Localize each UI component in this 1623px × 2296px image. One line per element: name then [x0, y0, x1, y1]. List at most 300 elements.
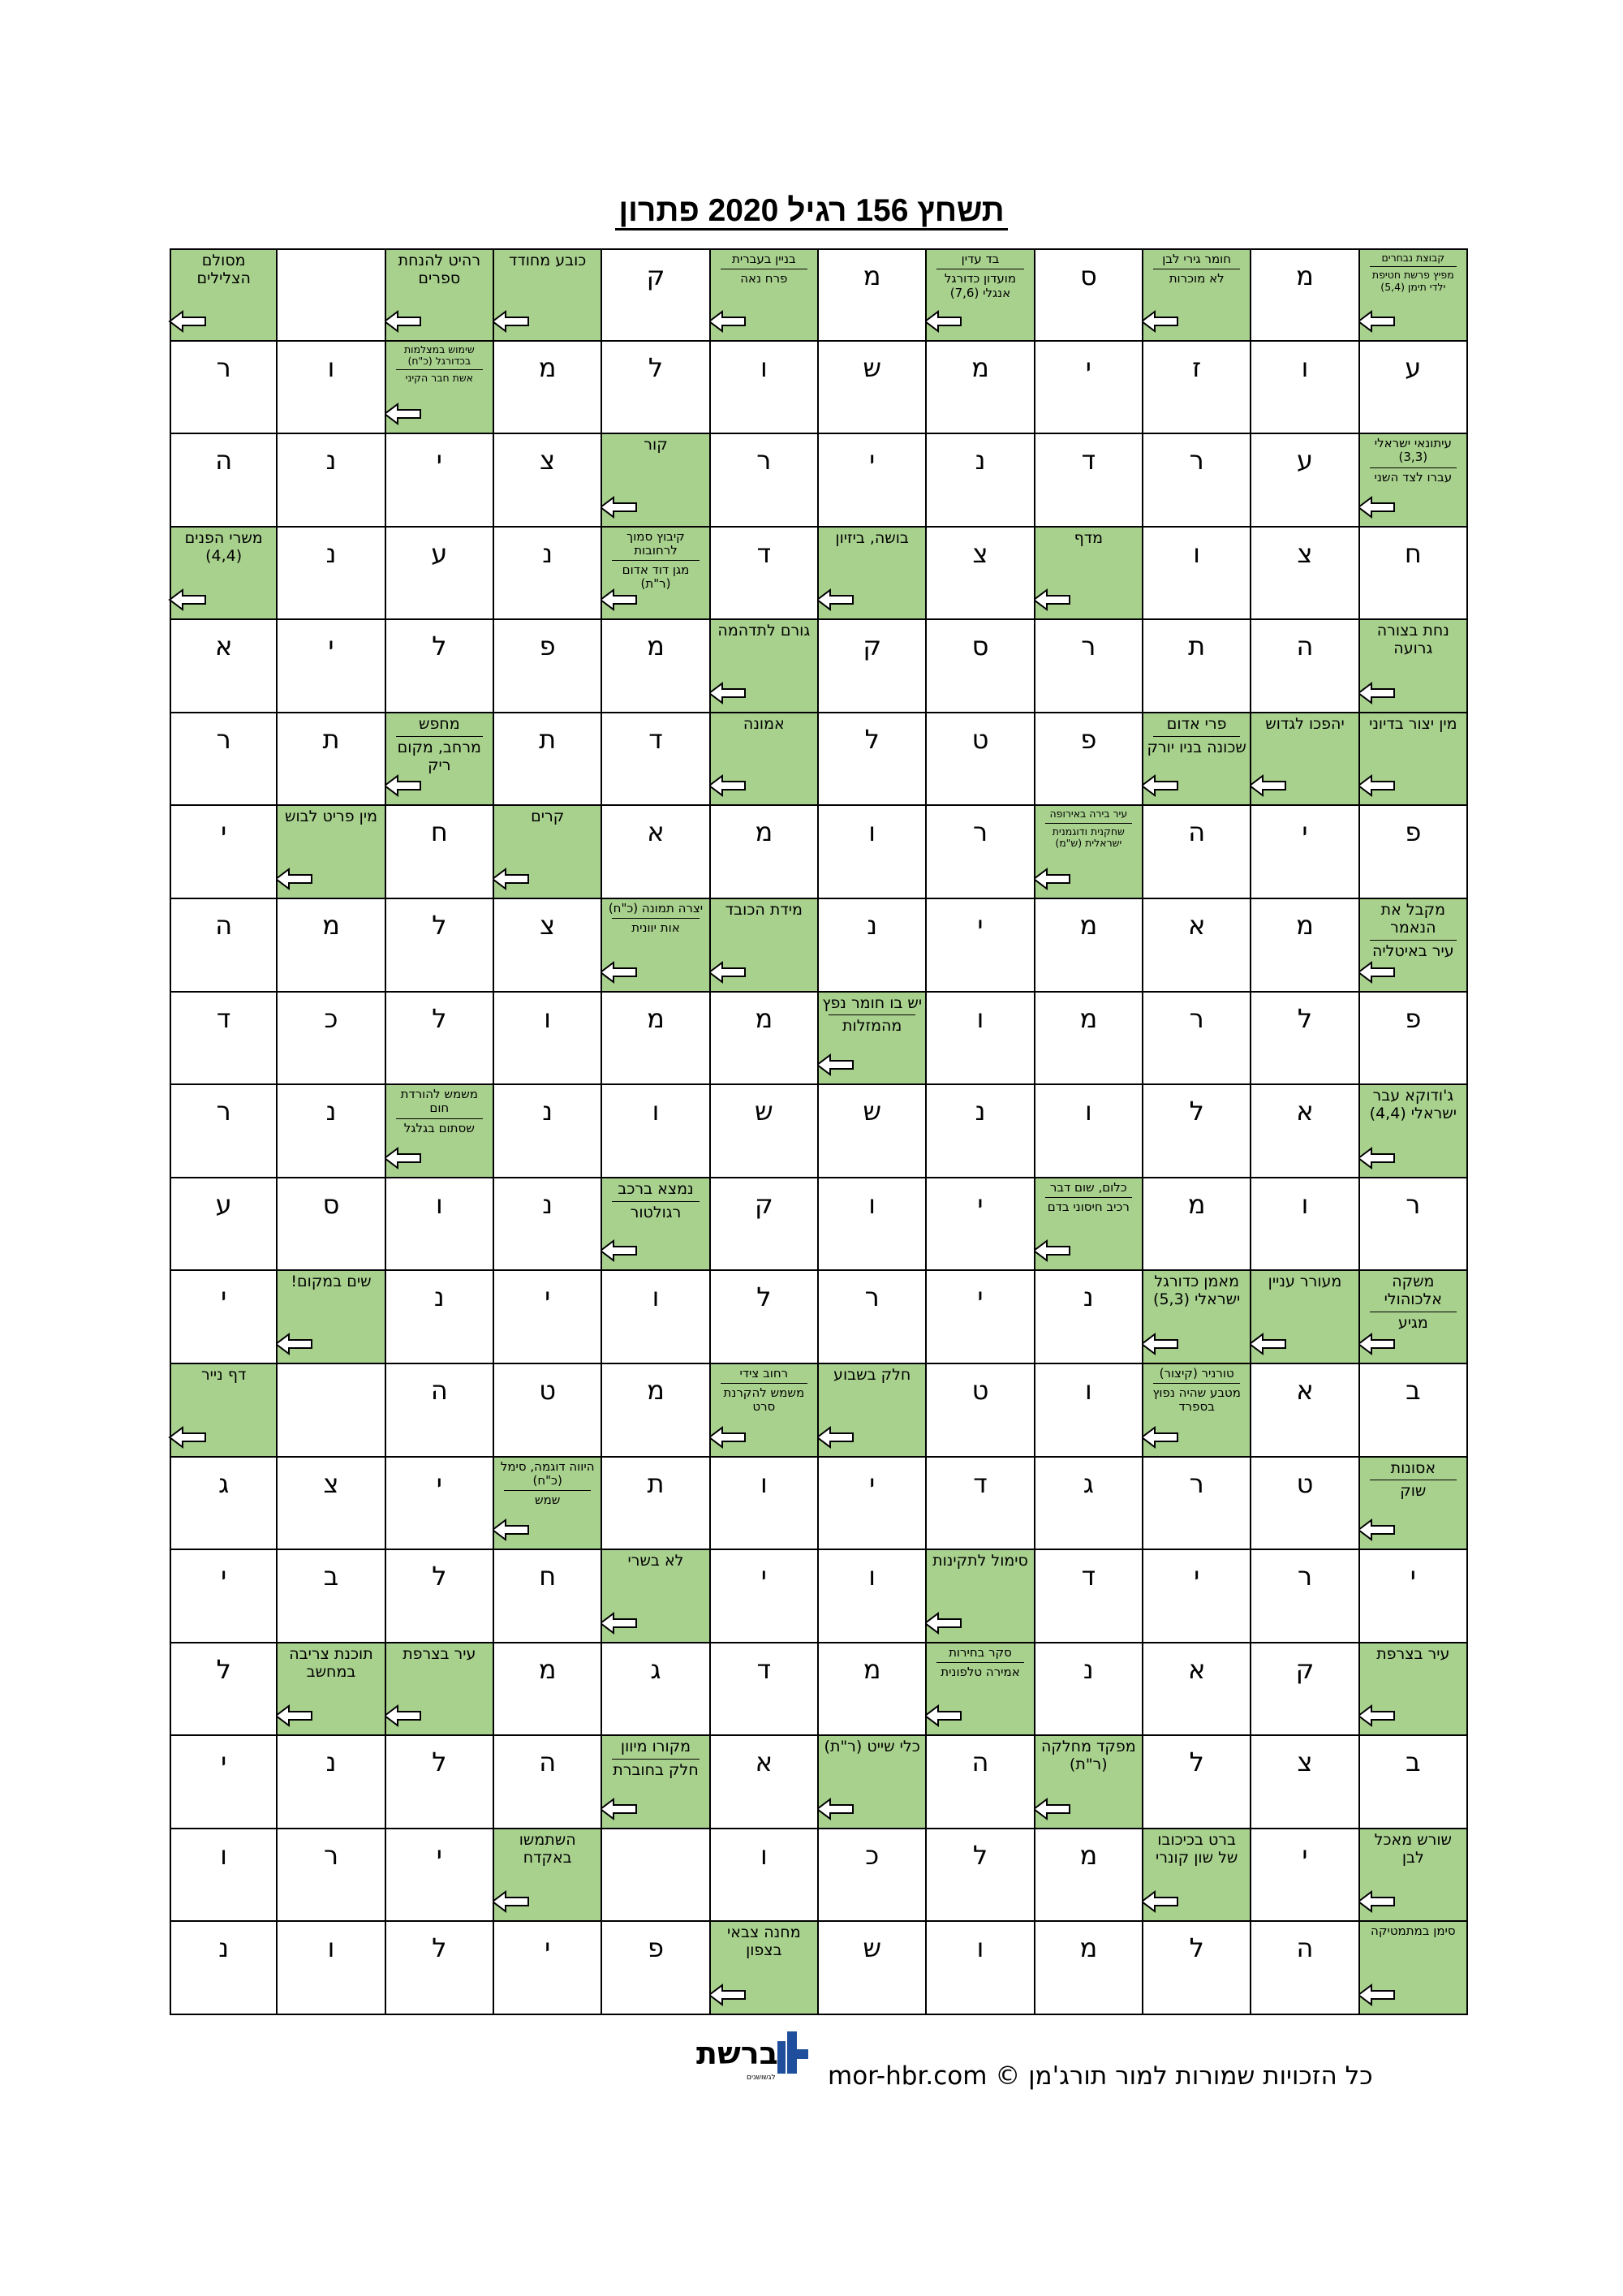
answer-letter: צ — [1297, 537, 1313, 569]
answer-cell — [278, 342, 385, 435]
clue-cell — [1251, 1271, 1359, 1364]
direction-arrow-icon — [274, 1704, 315, 1728]
answer-letter: ו — [976, 1932, 984, 1964]
answer-letter: נ — [1083, 1282, 1094, 1313]
answer-cell — [602, 620, 710, 713]
clue-definition: קיבוץ סמוך לרחובות — [626, 528, 685, 558]
direction-arrow-icon — [599, 1797, 639, 1821]
answer-cell — [927, 713, 1035, 807]
answer-letter: נ — [325, 1747, 337, 1778]
direction-arrow-icon — [383, 402, 424, 426]
answer-letter: א — [647, 816, 665, 848]
answer-cell — [494, 1178, 602, 1272]
clue-text — [281, 808, 381, 826]
answer-cell — [1251, 620, 1359, 713]
answer-letter: ת — [647, 1467, 665, 1499]
answer-cell — [1035, 1550, 1143, 1643]
answer-letter: ל — [864, 723, 880, 755]
answer-letter: י — [1085, 351, 1091, 383]
clue-definition: עיר בירה באירופה — [1049, 808, 1128, 821]
direction-arrow-icon — [1248, 773, 1289, 798]
clue-cell — [170, 248, 278, 342]
answer-letter: פ — [648, 1932, 664, 1964]
answer-letter: ל — [432, 1932, 447, 1964]
answer-cell — [711, 1458, 819, 1551]
clue-cell — [602, 528, 710, 621]
answer-cell — [1035, 1085, 1143, 1178]
clue-definition: מידת הכובד — [725, 901, 803, 920]
direction-arrow-icon — [708, 1425, 748, 1450]
clue-definition-secondary: שמש — [534, 1493, 561, 1508]
clue-definition: חלק בשבוע — [833, 1365, 911, 1384]
answer-letter: י — [977, 910, 984, 941]
clue-text — [605, 1181, 705, 1222]
answer-letter: ב — [1406, 1374, 1421, 1406]
answer-cell — [170, 1550, 278, 1643]
direction-arrow-icon — [1357, 495, 1397, 519]
clue-cell — [711, 1922, 819, 2015]
answer-cell — [927, 806, 1035, 899]
answer-letter: י — [1410, 1561, 1416, 1592]
answer-cell — [494, 1550, 602, 1643]
answer-letter: י — [1302, 816, 1308, 848]
answer-cell — [1143, 1085, 1251, 1178]
answer-cell — [1143, 528, 1251, 621]
clue-definition: לא בשרי — [627, 1552, 684, 1570]
answer-letter: נ — [867, 910, 878, 941]
answer-letter: ט — [971, 1374, 989, 1406]
answer-cell — [170, 1458, 278, 1551]
answer-letter: ג — [650, 1653, 661, 1685]
answer-letter: ע — [431, 537, 448, 569]
answer-cell — [1251, 1085, 1359, 1178]
clue-cell — [1360, 434, 1468, 528]
answer-cell — [602, 1271, 710, 1364]
clue-definition: אמונה — [743, 714, 785, 733]
clue-text — [1039, 1738, 1139, 1774]
answer-cell — [386, 1736, 494, 1829]
clue-separator — [396, 1118, 483, 1119]
direction-arrow-icon — [599, 495, 639, 519]
answer-cell — [819, 434, 927, 528]
direction-arrow-icon — [708, 681, 748, 705]
clue-separator — [1045, 823, 1132, 824]
direction-arrow-icon — [708, 309, 748, 334]
answer-cell — [494, 713, 602, 807]
answer-cell — [1360, 806, 1468, 899]
clue-separator — [1370, 266, 1457, 267]
answer-letter: י — [869, 445, 876, 476]
answer-cell — [602, 342, 710, 435]
clue-text — [1363, 252, 1463, 293]
answer-cell — [278, 1922, 385, 2015]
clue-definition: שימוש במצלמות בכדורגל (כ"ח) — [403, 342, 475, 367]
answer-letter: י — [221, 1282, 227, 1313]
answer-letter: נ — [542, 537, 553, 569]
clue-text — [605, 902, 705, 936]
answer-letter: ר — [1189, 1002, 1204, 1034]
answer-cell — [278, 528, 385, 621]
answer-letter: ש — [754, 1096, 773, 1127]
answer-cell — [1035, 713, 1143, 807]
answer-letter: ה — [215, 445, 233, 476]
answer-letter: ר — [1081, 631, 1096, 662]
clue-definition-secondary: לא מוכרות — [1169, 271, 1225, 286]
crossword-grid — [170, 248, 1468, 2015]
answer-letter: נ — [542, 1096, 553, 1127]
answer-letter: מ — [647, 1374, 665, 1406]
clue-cell — [1360, 713, 1468, 807]
direction-arrow-icon — [599, 960, 639, 984]
clue-cell — [386, 248, 494, 342]
answer-letter: נ — [975, 1096, 986, 1127]
answer-cell — [1360, 993, 1468, 1086]
answer-letter: י — [328, 631, 334, 662]
clue-definition: יש בו חומר נפץ — [822, 993, 923, 1012]
clue-cell — [1360, 1643, 1468, 1737]
clue-cell — [1035, 1736, 1143, 1829]
answer-letter: ה — [1188, 816, 1206, 848]
clue-definition-secondary: אמירה טלפונית — [941, 1664, 1020, 1679]
direction-arrow-icon — [1140, 1889, 1181, 1914]
answer-cell — [927, 993, 1035, 1086]
clue-cell — [819, 1736, 927, 1829]
clue-cell — [1251, 713, 1359, 807]
clue-definition: נחת בצורה גרועה — [1376, 622, 1449, 658]
direction-arrow-icon — [816, 588, 856, 612]
answer-cell — [927, 899, 1035, 993]
direction-arrow-icon — [1357, 1332, 1397, 1356]
answer-letter: ו — [760, 1467, 768, 1499]
answer-letter: צ — [540, 910, 556, 941]
answer-cell — [1143, 899, 1251, 993]
answer-letter: ה — [1296, 1932, 1314, 1964]
answer-cell — [494, 1643, 602, 1737]
clue-text — [714, 252, 814, 286]
answer-letter: ק — [754, 1188, 773, 1220]
answer-cell — [1251, 993, 1359, 1086]
answer-cell — [1143, 993, 1251, 1086]
clue-definition-secondary: חלק בחוברת — [613, 1761, 699, 1780]
clue-definition: בניין בעברית — [731, 252, 796, 266]
answer-cell — [278, 899, 385, 993]
clue-cell — [602, 1178, 710, 1272]
answer-letter: נ — [325, 445, 337, 476]
clue-text — [1147, 1367, 1246, 1415]
answer-letter: ג — [218, 1467, 230, 1499]
clue-definition: שים במקום! — [291, 1273, 372, 1291]
answer-letter: ס — [322, 1188, 340, 1220]
answer-cell — [494, 620, 602, 713]
answer-letter: מ — [538, 351, 557, 383]
answer-letter: מ — [647, 631, 665, 662]
clue-cell — [927, 1550, 1035, 1643]
clue-separator — [612, 1759, 699, 1760]
clue-text — [1363, 1273, 1463, 1333]
answer-cell — [602, 1829, 710, 1923]
answer-letter: ה — [539, 1747, 557, 1778]
answer-cell — [1251, 528, 1359, 621]
answer-letter: ע — [215, 1188, 232, 1220]
answer-cell — [494, 342, 602, 435]
answer-letter: ו — [327, 351, 335, 383]
direction-arrow-icon — [708, 773, 748, 798]
answer-letter: מ — [538, 1653, 557, 1685]
clue-separator — [829, 1014, 915, 1015]
answer-letter: ו — [1301, 351, 1309, 383]
answer-cell — [819, 1829, 927, 1923]
clue-separator — [612, 560, 699, 561]
answer-cell — [1360, 342, 1468, 435]
clue-cell — [711, 1364, 819, 1458]
answer-cell — [1251, 434, 1359, 528]
clue-text — [390, 252, 489, 288]
answer-cell — [602, 806, 710, 899]
answer-cell — [1143, 1550, 1251, 1643]
clue-definition: השתמשו באקדח — [519, 1830, 576, 1867]
answer-cell — [1035, 434, 1143, 528]
answer-cell — [927, 1922, 1035, 2015]
clue-separator — [396, 736, 483, 737]
answer-cell — [278, 1736, 385, 1829]
answer-letter: ע — [1405, 351, 1422, 383]
answer-letter: ל — [216, 1653, 231, 1685]
clue-separator — [1370, 940, 1457, 941]
direction-arrow-icon — [1357, 1889, 1397, 1914]
answer-letter: מ — [1187, 1188, 1206, 1220]
answer-letter: י — [221, 1747, 227, 1778]
direction-arrow-icon — [168, 1425, 209, 1450]
answer-letter: א — [1187, 1653, 1206, 1685]
clue-text — [1255, 1273, 1354, 1291]
direction-arrow-icon — [1032, 588, 1073, 612]
answer-cell — [1143, 1643, 1251, 1737]
answer-letter: מ — [1079, 1839, 1098, 1871]
direction-arrow-icon — [1357, 1518, 1397, 1542]
clue-separator — [1153, 736, 1240, 737]
answer-letter: ו — [1084, 1096, 1092, 1127]
direction-arrow-icon — [708, 1983, 748, 2007]
answer-letter: ו — [1193, 537, 1201, 569]
clue-text — [930, 1553, 1030, 1570]
clue-separator — [936, 1662, 1023, 1663]
answer-cell — [819, 1550, 927, 1643]
answer-cell — [1035, 1922, 1143, 2015]
clue-text — [390, 1646, 489, 1664]
answer-cell — [494, 434, 602, 528]
clue-text — [1147, 716, 1246, 757]
clue-definition-secondary: שחקנית ודוגמנית ישראלית (ש"מ) — [1052, 825, 1125, 850]
clue-definition-secondary: מפיץ פרשת חטיפת ילדי תימן (5,4) — [1371, 269, 1454, 293]
clue-text — [497, 1832, 597, 1867]
answer-cell — [711, 1829, 819, 1923]
direction-arrow-icon — [599, 1238, 639, 1263]
clue-cell — [1360, 620, 1468, 713]
answer-cell — [278, 1178, 385, 1272]
clue-cell — [494, 1829, 602, 1923]
clue-cell — [1143, 1364, 1251, 1458]
clue-separator — [1153, 1383, 1240, 1384]
answer-letter: ר — [216, 723, 231, 755]
answer-cell — [711, 528, 819, 621]
answer-cell — [602, 1643, 710, 1737]
clue-definition: מסולם הצלילים — [196, 252, 251, 287]
clue-text — [1363, 622, 1463, 658]
clue-definition: דף נייר — [200, 1365, 247, 1384]
clue-definition: מפקד מחלקה (ר"ת) — [1040, 1738, 1136, 1774]
answer-letter: מ — [322, 910, 340, 941]
clue-definition: סימן במתמטיקה — [1371, 1923, 1456, 1939]
clue-cell — [711, 713, 819, 807]
clue-text — [390, 344, 489, 385]
answer-letter: ע — [1296, 445, 1313, 476]
answer-cell — [1251, 1178, 1359, 1272]
answer-cell — [1251, 342, 1359, 435]
answer-cell — [1251, 1550, 1359, 1643]
clue-text — [714, 622, 814, 640]
clue-text — [281, 1646, 381, 1682]
answer-letter: ה — [1296, 631, 1314, 662]
clue-definition: קור — [644, 436, 668, 454]
answer-cell — [278, 713, 385, 807]
clue-text — [1255, 716, 1354, 734]
answer-cell — [1360, 528, 1468, 621]
answer-cell — [278, 1458, 385, 1551]
direction-arrow-icon — [1357, 681, 1397, 705]
answer-letter: ד — [216, 1002, 231, 1034]
clue-cell — [927, 1643, 1035, 1737]
direction-arrow-icon — [923, 309, 964, 334]
answer-letter: כ — [324, 1002, 338, 1034]
clue-cell — [278, 1271, 385, 1364]
answer-letter: ש — [863, 1096, 881, 1127]
clue-cell — [1035, 1178, 1143, 1272]
answer-cell — [494, 1922, 602, 2015]
answer-letter: ו — [544, 1002, 552, 1034]
clue-separator — [1045, 1197, 1132, 1198]
answer-letter: א — [1296, 1096, 1314, 1127]
answer-cell — [386, 1271, 494, 1364]
answer-letter: ד — [756, 537, 772, 569]
answer-cell — [1143, 342, 1251, 435]
answer-letter: מ — [1296, 910, 1314, 941]
clue-cell — [1143, 248, 1251, 342]
direction-arrow-icon — [1248, 1332, 1289, 1356]
direction-arrow-icon — [1140, 309, 1181, 334]
answer-cell — [711, 1550, 819, 1643]
answer-letter: ב — [323, 1561, 339, 1592]
clue-cell — [602, 899, 710, 993]
answer-cell — [170, 1085, 278, 1178]
clue-cell — [494, 1458, 602, 1551]
answer-cell — [170, 1271, 278, 1364]
answer-letter: ס — [971, 631, 989, 662]
answer-cell — [1035, 1643, 1143, 1737]
answer-letter: ק — [646, 261, 665, 291]
direction-arrow-icon — [491, 1518, 532, 1542]
answer-letter: י — [221, 1561, 227, 1592]
clue-definition-secondary: רגולטור — [630, 1203, 682, 1221]
clue-text — [1363, 1924, 1463, 1938]
answer-cell — [927, 1085, 1035, 1178]
answer-letter: ו — [760, 351, 768, 383]
answer-cell — [170, 1178, 278, 1272]
clue-definition-secondary: עברו לצד השני — [1374, 469, 1453, 485]
answer-cell — [1251, 899, 1359, 993]
clue-cell — [386, 713, 494, 807]
answer-cell — [278, 1829, 385, 1923]
clue-text — [1363, 1088, 1463, 1123]
clue-text — [822, 1738, 922, 1756]
answer-letter: ר — [1189, 445, 1204, 476]
answer-cell — [1360, 1364, 1468, 1458]
answer-letter: ר — [972, 816, 988, 848]
clue-definition: כובע מחודד — [508, 252, 587, 269]
clue-definition: ג'ודוקא עבר ישראלי (4,4) — [1369, 1087, 1457, 1123]
clue-text — [174, 1367, 273, 1385]
clue-definition: קבוצת נבחרים — [1381, 252, 1445, 264]
answer-cell — [819, 1271, 927, 1364]
answer-letter: ל — [432, 1002, 447, 1034]
clue-definition-secondary: מטבע שהיה נפוץ בספרד — [1152, 1385, 1241, 1415]
answer-cell — [170, 713, 278, 807]
clue-definition-secondary: אשת חבר הקיני — [405, 372, 474, 385]
answer-cell — [170, 806, 278, 899]
answer-cell — [927, 1458, 1035, 1551]
answer-cell — [711, 1178, 819, 1272]
clue-definition: גורם לתדהמה — [717, 622, 811, 640]
answer-cell — [1035, 899, 1143, 993]
clue-definition-secondary: רכיב חיסוני בדם — [1047, 1200, 1130, 1215]
answer-cell — [819, 1643, 927, 1737]
direction-arrow-icon — [491, 867, 532, 891]
clue-text — [174, 530, 273, 566]
answer-cell — [1035, 342, 1143, 435]
clue-text — [605, 530, 705, 592]
answer-letter: ת — [1188, 631, 1206, 662]
clue-cell — [278, 806, 385, 899]
clue-definition: מדף — [1074, 528, 1104, 547]
answer-cell — [1035, 1829, 1143, 1923]
answer-letter: נ — [1083, 1653, 1094, 1685]
answer-cell — [494, 1736, 602, 1829]
answer-letter: ק — [863, 631, 882, 662]
clue-definition: מין פריט לבוש — [284, 808, 377, 826]
clue-text — [1039, 530, 1139, 548]
clue-cell — [1360, 899, 1468, 993]
clue-text — [822, 1367, 922, 1385]
answer-letter: ר — [756, 445, 772, 476]
direction-arrow-icon — [816, 1053, 856, 1077]
answer-letter: ו — [1301, 1188, 1309, 1220]
direction-arrow-icon — [1032, 867, 1073, 891]
clue-definition-secondary: אות יוונית — [631, 920, 680, 936]
answer-cell — [819, 899, 927, 993]
answer-letter: ה — [215, 910, 233, 941]
answer-letter: מ — [971, 351, 989, 383]
answer-letter: ר — [323, 1839, 339, 1871]
answer-cell — [602, 713, 710, 807]
clue-text — [605, 1738, 705, 1780]
clue-definition-secondary: שכונה בניו יורק — [1147, 738, 1246, 756]
clue-definition: מחנה צבאי בצפון — [727, 1923, 801, 1960]
clue-cell — [711, 620, 819, 713]
answer-cell — [1035, 1458, 1143, 1551]
answer-letter: ג — [1083, 1467, 1094, 1499]
answer-cell — [1143, 1458, 1251, 1551]
answer-letter: י — [869, 1467, 876, 1499]
answer-letter: ר — [216, 351, 231, 383]
